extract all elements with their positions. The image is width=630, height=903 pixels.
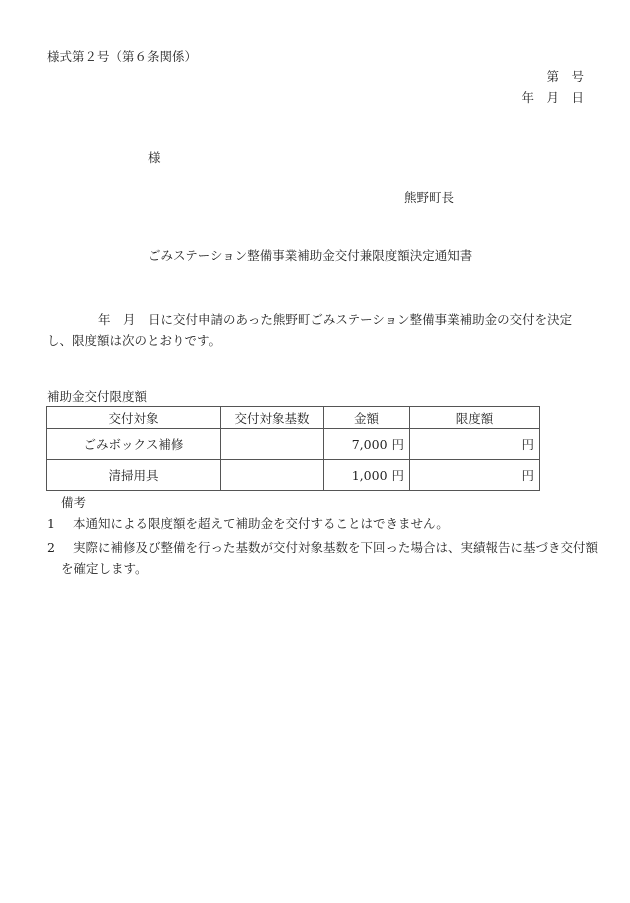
cell-count xyxy=(221,429,324,460)
note-number: 2 xyxy=(47,540,55,555)
note-text: 本通知による限度額を超えて補助金を交付することはできません。 xyxy=(73,516,449,531)
table-row xyxy=(47,429,540,460)
document-number: 第 号 xyxy=(546,69,584,84)
note-item xyxy=(47,516,449,532)
cell-amount: 7,000 円 xyxy=(324,429,410,460)
table-header-row xyxy=(47,407,540,429)
form-number: 様式第２号（第６条関係） xyxy=(47,49,198,64)
table-row xyxy=(47,460,540,491)
subsidy-limit-table xyxy=(46,406,540,491)
notes-title: 備考 xyxy=(61,495,87,510)
document-date: 年 月 日 xyxy=(521,90,584,105)
header-amount: 金額 xyxy=(324,407,410,429)
cell-target: ごみボックス補修 xyxy=(47,429,221,460)
issuer: 熊野町長 xyxy=(404,190,455,205)
addressee: 様 xyxy=(148,150,161,165)
cell-target: 清掃用具 xyxy=(47,460,221,491)
body-text: 年 月 日に交付申請のあった熊野町ごみステーション整備事業補助金の交付を決定し、限度額は次のとおりです。 xyxy=(47,312,573,348)
header-target: 交付対象 xyxy=(47,407,221,429)
document-title: ごみステーション整備事業補助金交付兼限度額決定通知書 xyxy=(148,248,473,263)
cell-limit: 円 xyxy=(410,429,540,460)
cell-amount: 1,000 円 xyxy=(324,460,410,491)
table-caption: 補助金交付限度額 xyxy=(47,389,148,404)
header-limit: 限度額 xyxy=(410,407,540,429)
note-text: 実際に補修及び整備を行った基数が交付対象基数を下回った場合は、実績報告に基づき交付額を確定します。 xyxy=(61,540,599,576)
cell-limit: 円 xyxy=(410,460,540,491)
header-count: 交付対象基数 xyxy=(221,407,324,429)
note-number: 1 xyxy=(47,516,55,531)
cell-count xyxy=(221,460,324,491)
note-item xyxy=(47,537,601,579)
